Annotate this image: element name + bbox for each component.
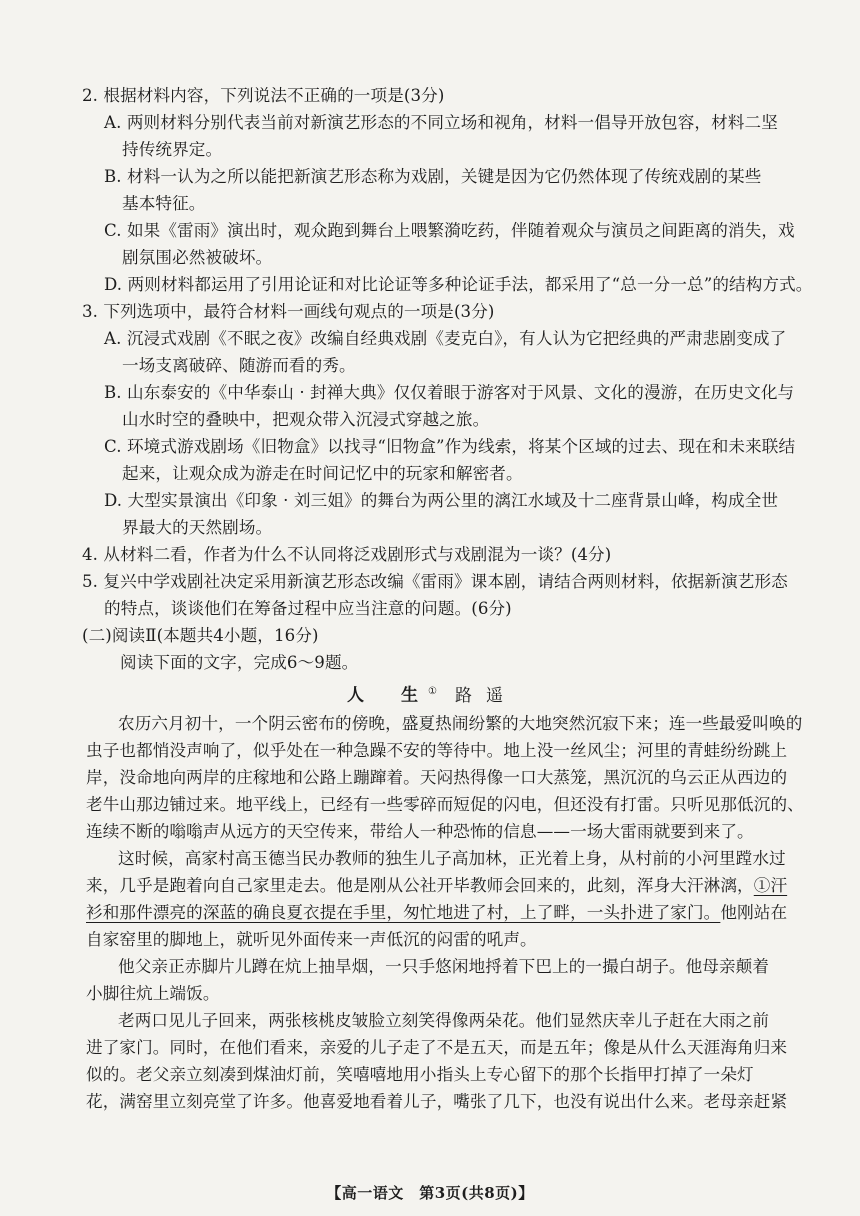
paragraph-line: 虫子也都悄没声响了，似乎处在一种急躁不安的等待中。地上没一丝风尘；河里的青蛙纷纷跳上 xyxy=(86,740,788,760)
paragraph-4 xyxy=(82,1007,788,1115)
paragraph-line: 这时候，高家村高玉德当民办教师的独生儿子高加林，正光着上身，从村前的小河里蹚水过 xyxy=(118,848,786,868)
question-5-stem-cont: 的特点，谈谈他们在筹备过程中应当注意的问题。(6分) xyxy=(104,599,512,618)
paragraph-line: 他父亲正赤脚片儿蹲在炕上抽旱烟，一只手悠闲地捋着下巴上的一撮白胡子。他母亲颠着 xyxy=(118,956,770,976)
question-2-stem: 2. 根据材料内容，下列说法不正确的一项是(3分) xyxy=(82,86,445,105)
q3-option-a-cont: 一场支离破碎、随游而看的秀。 xyxy=(122,356,356,375)
q3-option-d: D. 大型实景演出《印象 · 刘三姐》的舞台为两公里的漓江水域及十二座背景山峰，构成全世 xyxy=(104,491,779,510)
q2-option-a: A. 两则材料分别代表当前对新演艺形态的不同立场和视角，材料一倡导开放包容，材料二坚 xyxy=(104,113,778,132)
article-title xyxy=(82,678,782,710)
paragraph-line: 小脚往炕上端饭。 xyxy=(86,983,220,1003)
q3-option-d-cont: 界最大的天然剧场。 xyxy=(122,518,273,537)
question-4-stem: 4. 从材料二看，作者为什么不认同将泛戏剧形式与戏剧混为一谈？(4分) xyxy=(82,545,612,564)
q2-option-a-cont: 持传统界定。 xyxy=(122,140,223,159)
q3-option-b-cont: 山水时空的叠映中，把观众带入沉浸式穿越之旅。 xyxy=(122,410,490,429)
paragraph-line: 老牛山那边铺过来。地平线上，已经有一些零碎而短促的闪电，但还没有打雷。只听见那低沉的、 xyxy=(86,794,804,814)
paragraph-line: 连续不断的嗡嗡声从远方的天空传来，带给人一种恐怖的信息——一场大雷雨就要到来了。 xyxy=(86,821,754,841)
q3-option-b: B. 山东泰安的《中华泰山 · 封禅大典》仅仅着眼于游客对于风景、文化的漫游，在历史文化与 xyxy=(104,383,795,402)
q2-option-c-cont: 剧氛围必然被破坏。 xyxy=(122,248,273,267)
paragraph-line: 进了家门。同时，在他们看来，亲爱的儿子走了不是五天，而是五年；像是从什么天涯海角归来 xyxy=(86,1037,788,1057)
paragraph-1 xyxy=(82,710,804,845)
paragraph-line: 自家窑里的脚地上，就听见外面传来一声低沉的闷雷的吼声。 xyxy=(86,929,537,949)
underlined-sentence-start: ①汗 xyxy=(753,875,788,895)
q2-option-c: C. 如果《雷雨》演出时，观众跑到舞台上喂繁漪吃药，伴随着观众与演员之间距离的消失，戏 xyxy=(104,221,795,240)
question-5-stem: 5. 复兴中学戏剧社决定采用新演艺形态改编《雷雨》课本剧，请结合两则材料，依据新演艺形态 xyxy=(82,572,788,591)
underlined-sentence: 衫和那件漂亮的深蓝的确良夏衣提在手里，匆忙地进了村，上了畔，一头扑进了家门。 xyxy=(86,902,721,922)
paragraph-line: 农历六月初十，一个阴云密布的傍晚，盛夏热闹纷繁的大地突然沉寂下来；连一些最爱叫唤的 xyxy=(118,713,803,733)
page-footer: 【高一语文 第3页(共8页)】 xyxy=(326,1184,534,1202)
paragraph-line: 岸，没命地向两岸的庄稼地和公路上蹦蹿着。天闷热得像一口大蒸笼，黑沉沉的乌云正从西边的 xyxy=(86,767,788,787)
section-heading: (二)阅读Ⅱ(本题共4小题，16分) xyxy=(82,626,319,645)
section-instruction: 阅读下面的文字，完成6～9题。 xyxy=(120,653,359,672)
q2-option-b-cont: 基本特征。 xyxy=(122,194,206,213)
paragraph-3 xyxy=(82,953,782,1007)
paragraph-line: 花，满窑里立刻亮堂了许多。他喜爱地看着儿子，嘴张了几下，也没有说出什么来。老母亲赶紧 xyxy=(86,1091,788,1111)
q3-option-c: C. 环境式游戏剧场《旧物盒》以找寻“旧物盒”作为线索，将某个区域的过去、现在和未来联结 xyxy=(104,437,796,456)
q3-option-a: A. 沉浸式戏剧《不眠之夜》改编自经典戏剧《麦克白》，有人认为它把经典的严肃悲剧变成了 xyxy=(104,329,787,348)
paragraph-line xyxy=(82,872,788,899)
question-3-stem: 3. 下列选项中，最符合材料一画线句观点的一项是(3分) xyxy=(82,302,495,321)
article-title-text: 人 生 xyxy=(347,685,429,706)
plain-text: 他刚站在 xyxy=(720,902,788,922)
plain-text: 来，几乎是跑着向自己家里走去。他是刚从公社开毕教师会回来的，此刻，浑身大汗淋漓， xyxy=(86,875,754,895)
footnote-mark: ① xyxy=(428,686,437,697)
paragraph-2 xyxy=(82,845,788,953)
q2-option-d: D. 两则材料都运用了引用论证和对比论证等多种论证手法，都采用了“总一分一总”的结构方式。 xyxy=(104,275,813,294)
article-author: 路遥 xyxy=(454,685,517,706)
q3-option-c-cont: 起来，让观众成为游走在时间记忆中的玩家和解密者。 xyxy=(122,464,523,483)
q2-option-b: B. 材料一认为之所以能把新演艺形态称为戏剧，关键是因为它仍然体现了传统戏剧的某些 xyxy=(104,167,762,186)
paragraph-line: 老两口见儿子回来，两张核桃皮皱脸立刻笑得像两朵花。他们显然庆幸儿子赶在大雨之前 xyxy=(118,1010,770,1030)
paragraph-line: 似的。老父亲立刻凑到煤油灯前，笑嘻嘻地用小指头上专心留下的那个长指甲打掉了一朵灯 xyxy=(86,1064,754,1084)
paragraph-line xyxy=(82,899,788,926)
